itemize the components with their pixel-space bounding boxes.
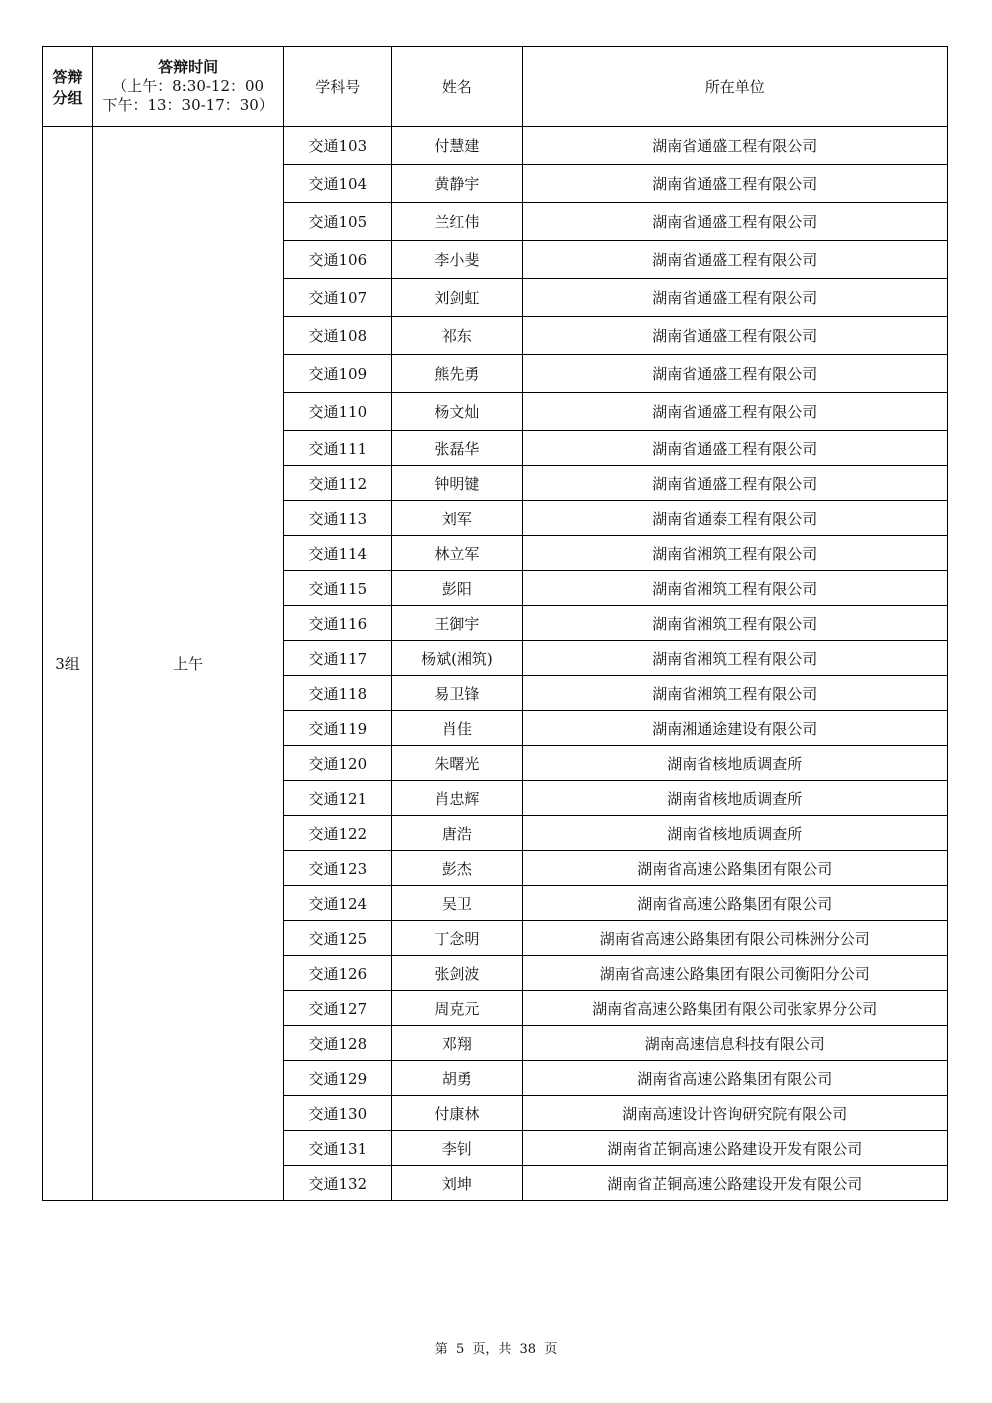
- subject-cell: 交通127: [284, 991, 392, 1026]
- subject-cell: 交通103: [284, 127, 392, 165]
- subject-cell: 交通118: [284, 676, 392, 711]
- unit-cell: 湖南省芷铜高速公路建设开发有限公司: [522, 1166, 948, 1201]
- page-number: 5: [455, 1342, 465, 1357]
- subject-cell: 交通110: [284, 393, 392, 431]
- header-subject: 学科号: [284, 47, 392, 127]
- name-cell: 黄静宇: [392, 165, 522, 203]
- subject-cell: 交通116: [284, 606, 392, 641]
- session-cell: 上午: [93, 127, 284, 1201]
- name-cell: 刘坤: [392, 1166, 522, 1201]
- unit-cell: 湖南省核地质调查所: [522, 746, 948, 781]
- subject-cell: 交通105: [284, 203, 392, 241]
- subject-cell: 交通112: [284, 466, 392, 501]
- name-cell: 易卫锋: [392, 676, 522, 711]
- header-time: [93, 47, 284, 127]
- page-mid: 页，共: [472, 1342, 512, 1357]
- subject-cell: 交通131: [284, 1131, 392, 1166]
- name-cell: 胡勇: [392, 1061, 522, 1096]
- name-cell: 肖忠辉: [392, 781, 522, 816]
- table-header: [43, 47, 948, 127]
- subject-cell: 交通117: [284, 641, 392, 676]
- name-cell: 朱曙光: [392, 746, 522, 781]
- page-prefix: 第: [434, 1342, 448, 1357]
- defense-schedule-table: [42, 46, 948, 1201]
- subject-cell: 交通114: [284, 536, 392, 571]
- subject-cell: 交通124: [284, 886, 392, 921]
- header-name: 姓名: [392, 47, 522, 127]
- page-total: 38: [519, 1342, 537, 1357]
- header-time-pm: 下午：13：30-17：30）: [102, 96, 274, 114]
- header-time-title: 答辩时间: [158, 58, 219, 76]
- group-cell: 3组: [43, 127, 93, 1201]
- unit-cell: 湖南省高速公路集团有限公司: [522, 1061, 948, 1096]
- unit-cell: 湖南省通盛工程有限公司: [522, 279, 948, 317]
- unit-cell: 湖南省高速公路集团有限公司: [522, 886, 948, 921]
- subject-cell: 交通109: [284, 355, 392, 393]
- unit-cell: 湖南省湘筑工程有限公司: [522, 536, 948, 571]
- header-group: [43, 47, 93, 127]
- header-time-am: （上午：8:30-12：00: [112, 77, 265, 95]
- unit-cell: 湖南省湘筑工程有限公司: [522, 606, 948, 641]
- subject-cell: 交通123: [284, 851, 392, 886]
- subject-cell: 交通122: [284, 816, 392, 851]
- table-body: [43, 127, 948, 1201]
- subject-cell: 交通115: [284, 571, 392, 606]
- unit-cell: 湖南省湘筑工程有限公司: [522, 571, 948, 606]
- name-cell: 丁念明: [392, 921, 522, 956]
- name-cell: 付康林: [392, 1096, 522, 1131]
- name-cell: 林立军: [392, 536, 522, 571]
- name-cell: 钟明键: [392, 466, 522, 501]
- name-cell: 彭阳: [392, 571, 522, 606]
- unit-cell: 湖南省通盛工程有限公司: [522, 241, 948, 279]
- subject-cell: 交通128: [284, 1026, 392, 1061]
- subject-cell: 交通125: [284, 921, 392, 956]
- name-cell: 李小斐: [392, 241, 522, 279]
- unit-cell: 湖南省高速公路集团有限公司: [522, 851, 948, 886]
- name-cell: 吴卫: [392, 886, 522, 921]
- unit-cell: 湖南省通盛工程有限公司: [522, 165, 948, 203]
- unit-cell: 湖南省芷铜高速公路建设开发有限公司: [522, 1131, 948, 1166]
- page-footer: [0, 1338, 992, 1357]
- unit-cell: 湖南省高速公路集团有限公司株洲分公司: [522, 921, 948, 956]
- subject-cell: 交通126: [284, 956, 392, 991]
- unit-cell: 湖南高速设计咨询研究院有限公司: [522, 1096, 948, 1131]
- name-cell: 付慧建: [392, 127, 522, 165]
- name-cell: 杨斌(湘筑): [392, 641, 522, 676]
- name-cell: 王御宇: [392, 606, 522, 641]
- unit-cell: 湖南省通盛工程有限公司: [522, 127, 948, 165]
- subject-cell: 交通106: [284, 241, 392, 279]
- name-cell: 彭杰: [392, 851, 522, 886]
- name-cell: 李钊: [392, 1131, 522, 1166]
- unit-cell: 湖南省高速公路集团有限公司张家界分公司: [522, 991, 948, 1026]
- unit-cell: 湖南省通盛工程有限公司: [522, 466, 948, 501]
- name-cell: 兰红伟: [392, 203, 522, 241]
- name-cell: 唐浩: [392, 816, 522, 851]
- subject-cell: 交通130: [284, 1096, 392, 1131]
- name-cell: 张磊华: [392, 431, 522, 466]
- unit-cell: 湖南省通盛工程有限公司: [522, 355, 948, 393]
- subject-cell: 交通120: [284, 746, 392, 781]
- unit-cell: 湖南省高速公路集团有限公司衡阳分公司: [522, 956, 948, 991]
- subject-cell: 交通132: [284, 1166, 392, 1201]
- page-suffix: 页: [544, 1342, 558, 1357]
- name-cell: 肖佳: [392, 711, 522, 746]
- name-cell: 邓翔: [392, 1026, 522, 1061]
- unit-cell: 湖南省通盛工程有限公司: [522, 431, 948, 466]
- subject-cell: 交通107: [284, 279, 392, 317]
- subject-cell: 交通111: [284, 431, 392, 466]
- unit-cell: 湖南省湘筑工程有限公司: [522, 641, 948, 676]
- header-group-line1: 答辩: [52, 67, 83, 86]
- name-cell: 周克元: [392, 991, 522, 1026]
- unit-cell: 湖南省通盛工程有限公司: [522, 393, 948, 431]
- unit-cell: 湖南高速信息科技有限公司: [522, 1026, 948, 1061]
- name-cell: 张剑波: [392, 956, 522, 991]
- name-cell: 熊先勇: [392, 355, 522, 393]
- header-group-line2: 分组: [52, 88, 83, 107]
- unit-cell: 湖南省通盛工程有限公司: [522, 317, 948, 355]
- unit-cell: 湖南省核地质调查所: [522, 816, 948, 851]
- name-cell: 刘剑虹: [392, 279, 522, 317]
- subject-cell: 交通119: [284, 711, 392, 746]
- subject-cell: 交通121: [284, 781, 392, 816]
- name-cell: 祁东: [392, 317, 522, 355]
- unit-cell: 湖南省核地质调查所: [522, 781, 948, 816]
- unit-cell: 湖南省通泰工程有限公司: [522, 501, 948, 536]
- name-cell: 杨文灿: [392, 393, 522, 431]
- subject-cell: 交通108: [284, 317, 392, 355]
- unit-cell: 湖南省湘筑工程有限公司: [522, 676, 948, 711]
- subject-cell: 交通113: [284, 501, 392, 536]
- table-row: [43, 127, 948, 165]
- unit-cell: 湖南省通盛工程有限公司: [522, 203, 948, 241]
- name-cell: 刘军: [392, 501, 522, 536]
- header-unit: 所在单位: [522, 47, 948, 127]
- subject-cell: 交通129: [284, 1061, 392, 1096]
- unit-cell: 湖南湘通途建设有限公司: [522, 711, 948, 746]
- subject-cell: 交通104: [284, 165, 392, 203]
